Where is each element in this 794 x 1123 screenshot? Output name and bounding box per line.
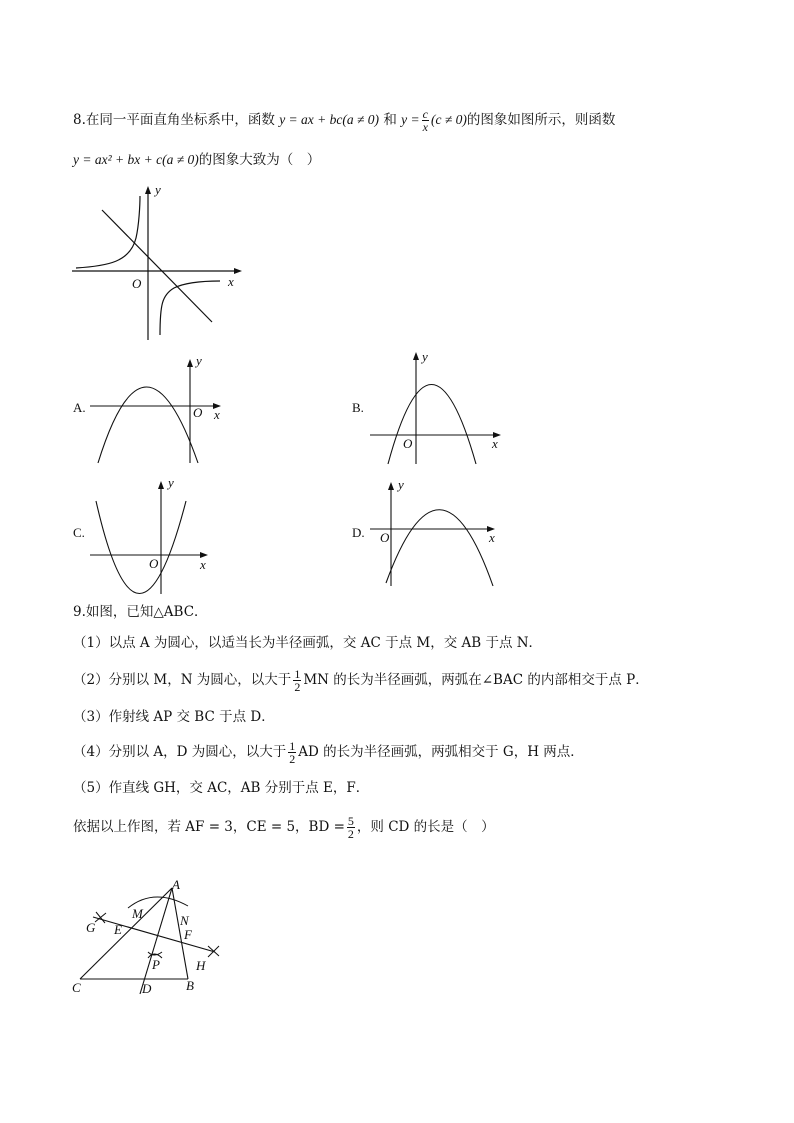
option-d-graph	[368, 478, 508, 590]
main-y-label: y	[155, 182, 161, 197]
q8-and: 和	[383, 112, 397, 128]
label-m: M	[132, 906, 143, 921]
c-x-label: x	[200, 557, 206, 572]
q9-step1: （1）以点 A 为圆心，以适当长为半径画弧，交 AC 于点 M，交 AB 于点 N．	[73, 635, 543, 651]
a-parabola	[98, 387, 198, 463]
option-a-label: A.	[73, 400, 86, 415]
q9-step2-b: MN 的长为半径画弧，两弧在∠BAC 的内部相交于点 P．	[303, 672, 649, 688]
q9-step4-den: 2	[289, 752, 296, 766]
main-x-arrow	[234, 268, 242, 274]
q8-func3: y = ax² + bx + c(a ≠ 0)	[73, 152, 199, 167]
q9-intro: 如图，已知△ABC．	[85, 604, 208, 620]
b-parabola	[388, 385, 476, 465]
q9-step4	[73, 740, 584, 765]
q9-step3: （3）作射线 AP 交 BC 于点 D．	[73, 709, 275, 725]
q9-condition	[73, 815, 495, 840]
q8-func2-lhs: y =	[401, 112, 420, 127]
q8-func1: y = ax + bc(a ≠ 0)	[279, 112, 380, 127]
c-y-arrow	[158, 481, 164, 489]
d-x-label: x	[489, 530, 495, 545]
q9-step4-b: AD 的长为半径画弧，两弧相交于 G，H 两点．	[298, 744, 584, 760]
q9-step2-a: （2）分别以 M，N 为圆心，以大于	[73, 672, 292, 688]
q8-intro: 在同一平面直角坐标系中，函数	[85, 112, 275, 128]
a-origin-label: O	[193, 405, 203, 420]
option-c-label: C.	[73, 525, 85, 540]
d-parabola	[386, 510, 493, 586]
a-y-arrow	[187, 359, 193, 367]
q9-step5: （5）作直线 GH，交 AC，AB 分别于点 E，F．	[73, 780, 370, 796]
d-origin-label: O	[380, 530, 390, 545]
q9-cond-a: 依据以上作图，若 AF = 3，CE = 5，BD =	[73, 819, 345, 835]
q9-step4-num: 1	[289, 739, 296, 753]
q9-cond-fraction	[347, 815, 355, 840]
main-x-label: x	[228, 274, 234, 289]
arc-mark-h	[208, 946, 219, 957]
main-hyperbola-right	[160, 281, 220, 335]
label-c: C	[72, 980, 81, 995]
label-n: N	[180, 913, 189, 928]
label-d: D	[142, 981, 152, 996]
q9-step4-a: （4）分别以 A，D 为圆心，以大于	[73, 744, 287, 760]
q8-line2	[73, 150, 320, 170]
q9-step2-num: 1	[294, 667, 301, 681]
q9-step2-den: 2	[294, 680, 301, 694]
q8-func2-den: x	[422, 120, 428, 134]
d-y-arrow	[388, 482, 394, 490]
q8-number: 8.	[73, 112, 86, 128]
q9-step2	[73, 668, 649, 693]
q9-cond-den: 2	[347, 827, 354, 841]
q8-tail: 的图象如图所示，则函数	[466, 112, 616, 128]
label-p: P	[152, 957, 160, 972]
q9-figure	[68, 872, 228, 1002]
option-b-graph	[368, 348, 513, 468]
q9-number: 9.	[73, 604, 86, 620]
label-e: E	[114, 922, 122, 937]
q9-step4-fraction	[288, 740, 296, 765]
main-hyperbola-left	[76, 196, 140, 268]
q8-func2-num: c	[422, 107, 428, 121]
option-a-graph	[88, 355, 233, 467]
main-origin-label: O	[132, 276, 142, 291]
option-d-label: D.	[352, 525, 365, 540]
b-origin-label: O	[403, 436, 413, 451]
c-y-label: y	[168, 476, 174, 490]
q8-line1	[73, 108, 615, 133]
label-f: F	[184, 927, 192, 942]
q9-cond-num: 5	[347, 814, 354, 828]
a-y-label: y	[196, 355, 202, 368]
q9-cond-b: ，则 CD 的长是（ ）	[356, 819, 495, 835]
label-g: G	[86, 920, 96, 935]
q8-func2-fraction	[422, 108, 429, 133]
b-y-arrow	[413, 352, 419, 360]
label-h: H	[196, 958, 206, 973]
b-y-label: y	[422, 349, 428, 364]
label-b: B	[186, 978, 194, 993]
c-origin-label: O	[149, 556, 159, 571]
q8-func2-cond: (c ≠ 0)	[430, 112, 467, 127]
q8-main-graph	[68, 180, 248, 345]
q9-line-intro	[73, 602, 208, 622]
main-line	[102, 210, 212, 322]
label-a: A	[172, 877, 180, 892]
q9-step2-fraction	[293, 668, 301, 693]
main-y-arrow	[145, 186, 151, 194]
option-b-label: B.	[352, 400, 364, 415]
c-parabola	[96, 501, 186, 594]
a-x-label: x	[214, 407, 220, 422]
b-x-label: x	[492, 436, 498, 451]
q8-tail2: 的图象大致为（ ）	[198, 152, 321, 168]
d-y-label: y	[398, 478, 404, 492]
option-c-graph	[88, 476, 218, 598]
